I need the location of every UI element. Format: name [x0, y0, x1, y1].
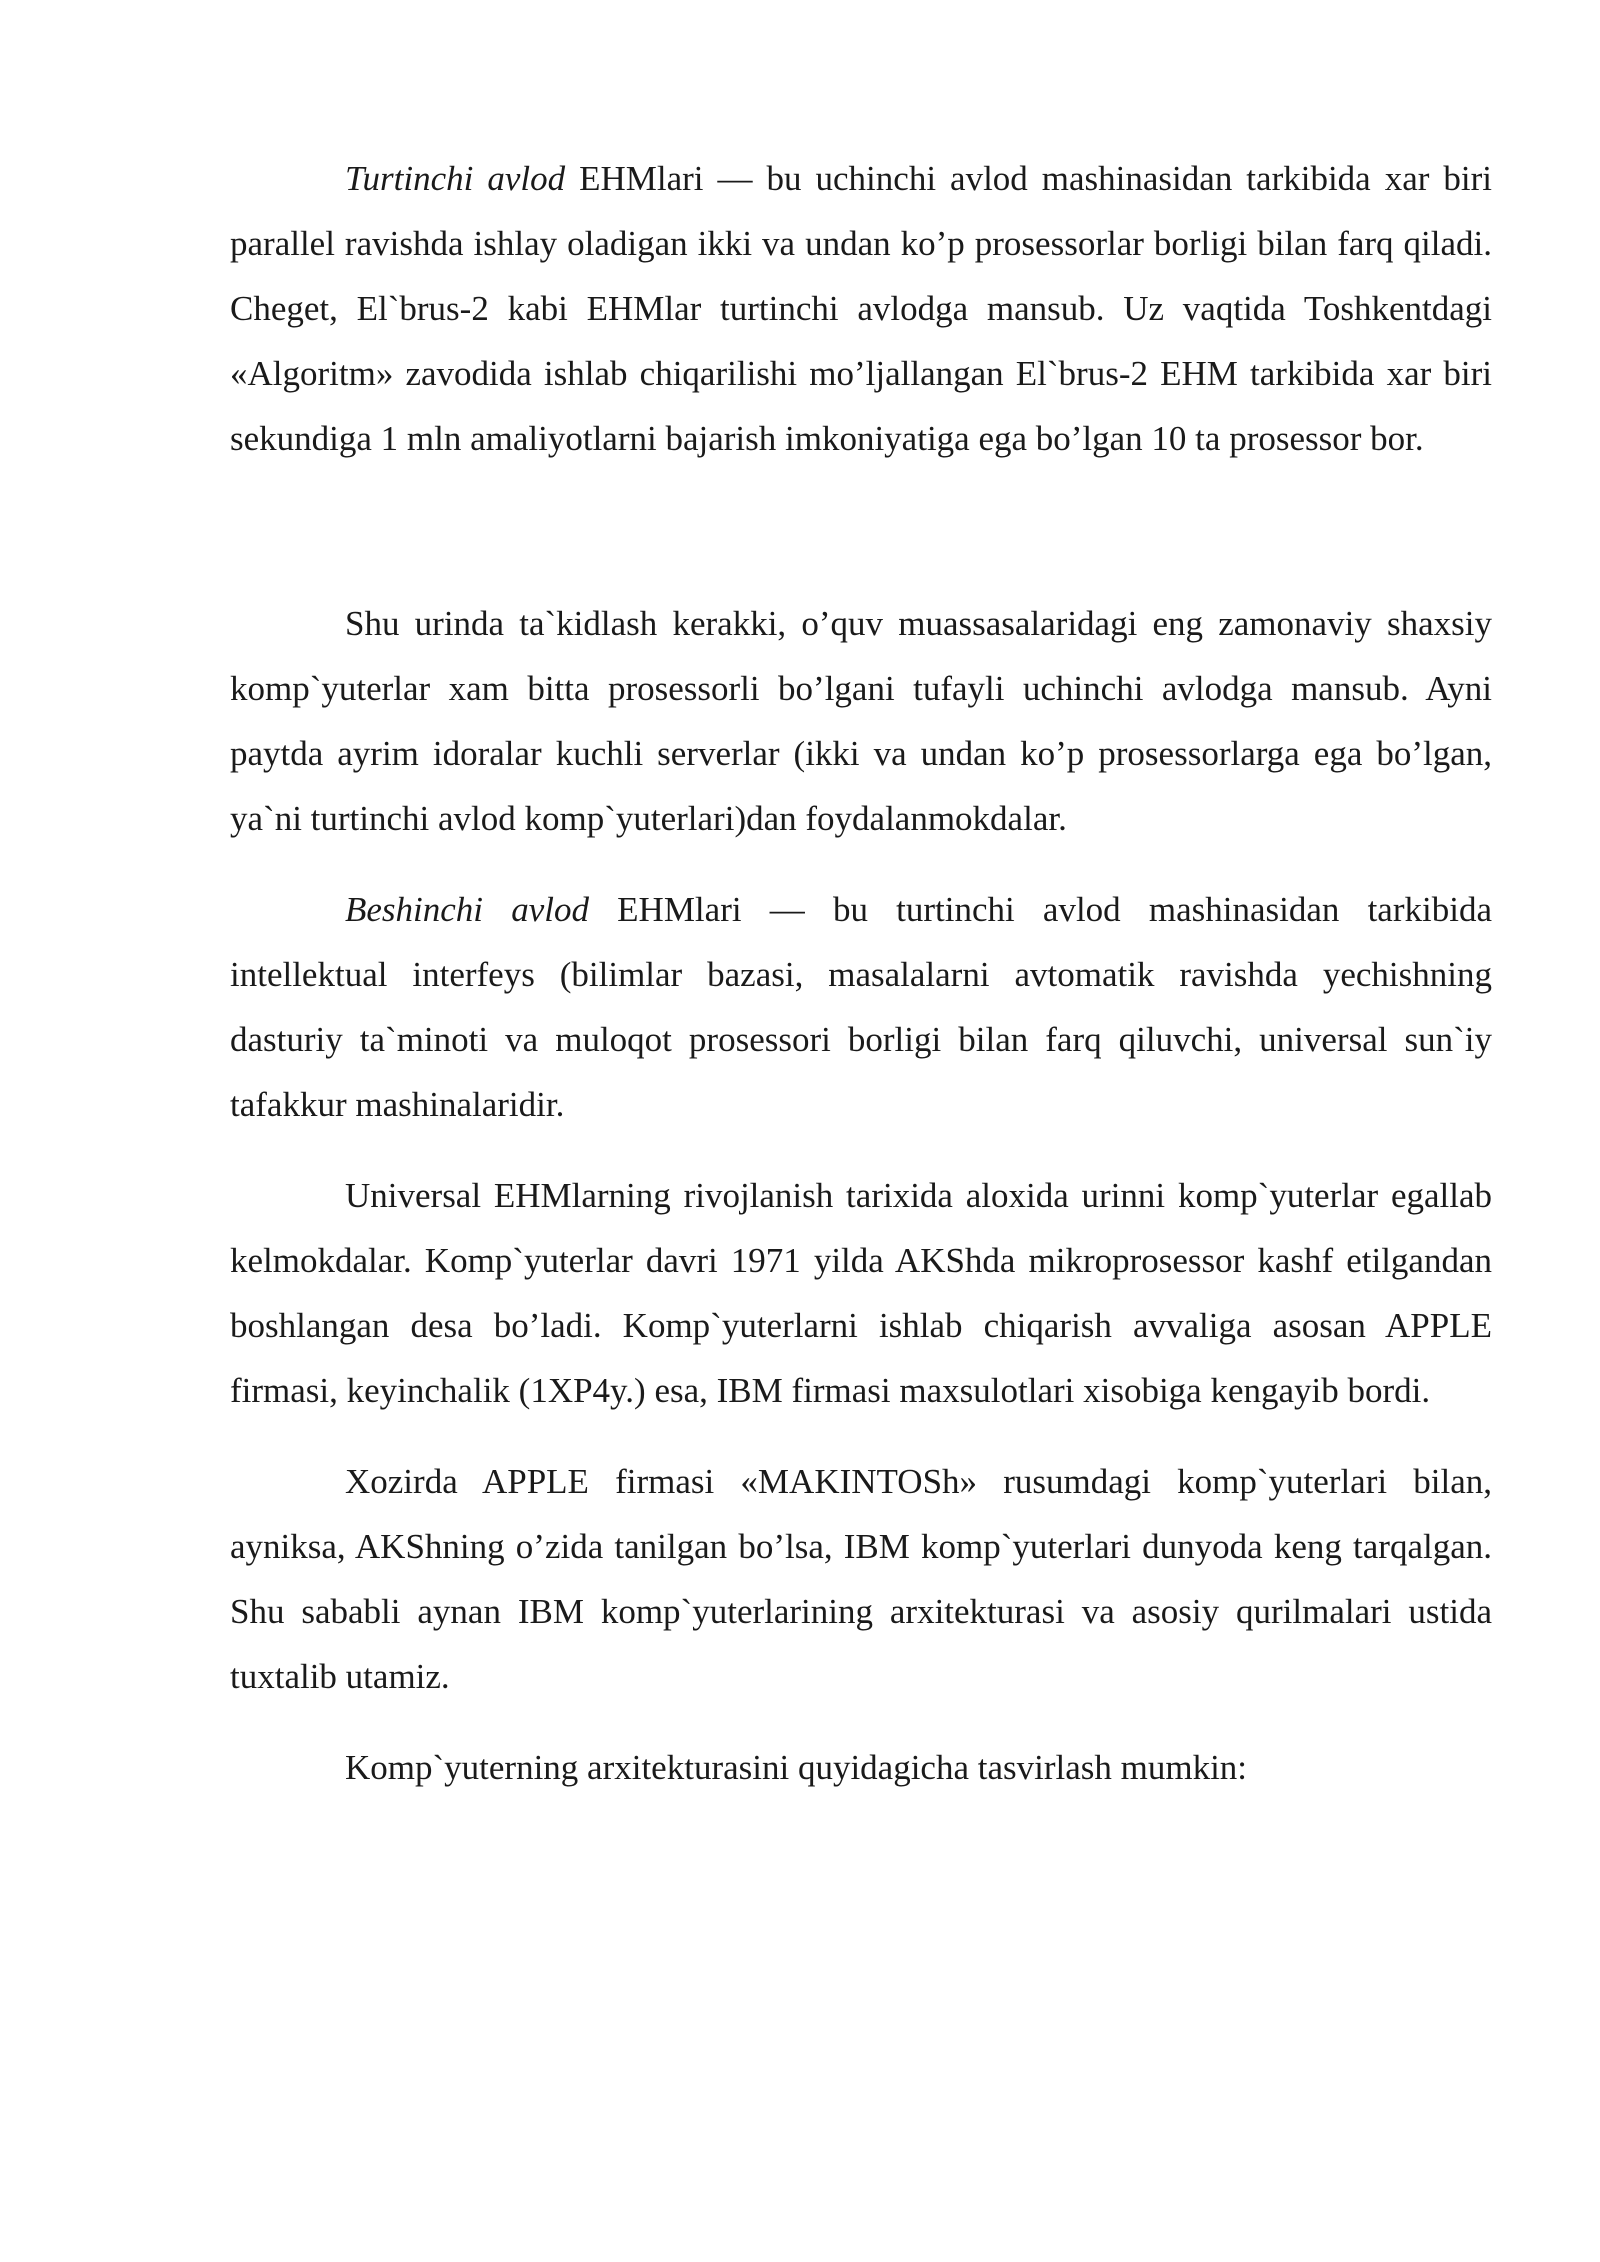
paragraph-fifth-generation [230, 877, 1492, 1137]
paragraph-text: Xozirda APPLE firmasi «MAKINTOSh» rusumdagi komp`yuterlari bilan, ayniksa, AKShning o’zida tanilgan bo’lsa, IBM komp`yuterlari dunyoda keng tarqalgan. Shu sababli aynan IBM komp`yuterlarining arxitekturasi va asosiy qurilmalari ustida tuxtalib utamiz. [230, 1462, 1492, 1696]
paragraph-text: Komp`yuterning arxitekturasini quyidagicha tasvirlash mumkin: [345, 1748, 1248, 1787]
paragraph-fourth-generation [230, 146, 1492, 471]
paragraph-text: Shu urinda ta`kidlash kerakki, o’quv muassasalaridagi eng zamonaviy shaxsiy komp`yuterlar xam bitta prosessorli bo’lgani tufayli uchinchi avlodga mansub. Ayni paytda ayrim idoralar kuchli serverlar (ikki va undan ko’p prosessorlarga ega bo’lgan, ya`ni turtinchi avlod komp`yuterlari)dan foydalanmokdalar. [230, 604, 1492, 838]
paragraph-architecture-intro [230, 1735, 1492, 1800]
document-body [230, 146, 1492, 1800]
paragraph-lead-term: Beshinchi avlod [345, 890, 589, 929]
paragraph-text: EHMlari — bu uchinchi avlod mashinasidan tarkibida xar biri parallel ravishda ishlay oladigan ikki va undan ko’p prosessorlar borligi bilan farq qiladi. Cheget, El`brus-2 kabi EHMlar turtinchi avlodga mansub. Uz vaqtida Toshkentdagi «Algoritm» zavodida ishlab chiqarilishi mo’ljallangan El`brus-2 EHM tarkibida xar biri sekundiga 1 mln amaliyotlarni bajarish imkoniyatiga ega bo’lgan 10 ta prosessor bor. [230, 159, 1492, 458]
paragraph-text: Universal EHMlarning rivojlanish tarixida aloxida urinni komp`yuterlar egallab kelmokdalar. Komp`yuterlar davri 1971 yilda AKShda mikroprosessor kashf etilgandan boshlangan desa bo’ladi. Komp`yuterlarni ishlab chiqarish avvaliga asosan APPLE firmasi, keyinchalik (1XP4y.) esa, IBM firmasi maxsulotlari xisobiga kengayib bordi. [230, 1176, 1492, 1410]
paragraph-lead-term: Turtinchi avlod [345, 159, 566, 198]
paragraph-computer-history [230, 1163, 1492, 1423]
paragraph-text: EHMlari — bu turtinchi avlod mashinasidan tarkibida intellektual interfeys (bilimlar bazasi, masalalarni avtomatik ravishda yechishning dasturiy ta`minoti va muloqot prosessori borligi bilan farq qiluvchi, universal sun`iy tafakkur mashinalaridir. [230, 890, 1492, 1124]
paragraph-note-third-generation [230, 591, 1492, 851]
paragraph-apple-ibm [230, 1449, 1492, 1709]
